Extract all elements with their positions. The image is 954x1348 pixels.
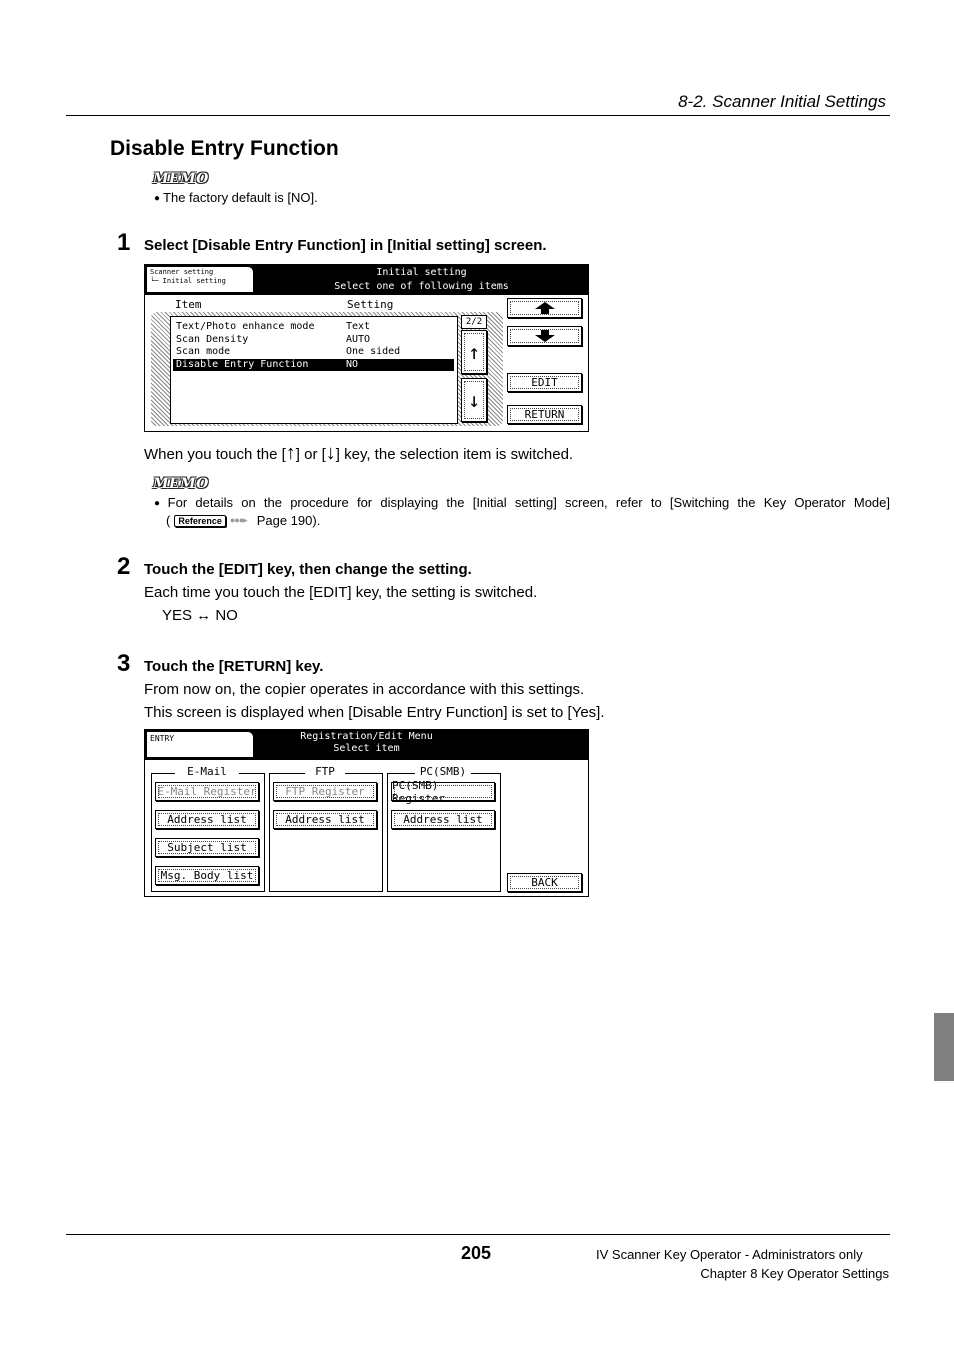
- return-button[interactable]: [507, 405, 582, 424]
- pc-smb-address-list-button[interactable]: Address list: [391, 810, 495, 829]
- reference-badge: Reference: [174, 515, 226, 527]
- scroll-down-button[interactable]: [461, 378, 487, 422]
- step-1-number: 1: [117, 229, 131, 256]
- screen-2-title-line-2: Select item: [333, 743, 400, 754]
- step-2-heading: Touch the [EDIT] key, then change the setting.: [144, 561, 472, 578]
- pc-smb-register-button[interactable]: PC(SMB) Register: [391, 782, 495, 801]
- scroll-up-button[interactable]: [461, 330, 487, 374]
- page-down-button[interactable]: [507, 326, 582, 346]
- header-rule: [66, 115, 890, 116]
- email-group-label: E-Mail: [175, 765, 239, 778]
- pc-smb-group-label: PC(SMB): [415, 765, 471, 778]
- breadcrumb-initial-setting: └─ Initial setting: [150, 277, 226, 285]
- subject-list-button[interactable]: Subject list: [155, 838, 259, 857]
- screen-2-title-bar: [145, 730, 588, 760]
- list-item[interactable]: Text/Photo enhance mode Text: [176, 321, 371, 332]
- settings-rows: [176, 321, 454, 371]
- screen-title-line-2: Select one of following items: [334, 281, 509, 292]
- step-2-number: 2: [117, 553, 131, 580]
- memo-reference-line: ( Reference ●●●▸ Page 190).: [166, 513, 321, 528]
- screen-2-title: [255, 731, 478, 755]
- section-header: 8-2. Scanner Initial Settings: [678, 92, 886, 111]
- step-3-text-1: From now on, the copier operates in accordance with this settings.: [144, 681, 585, 698]
- screen-title-line-1: Initial setting: [376, 267, 467, 278]
- memo-label-2: MEMO: [153, 476, 209, 492]
- page-title: Disable Entry Function: [110, 137, 339, 160]
- page-number: 205: [461, 1243, 492, 1263]
- page-indicator: 2/2: [461, 315, 487, 329]
- step-1-heading: Select [Disable Entry Function] in [Initial setting] screen.: [144, 237, 547, 254]
- arrow-up-icon: ↑: [467, 340, 481, 364]
- footer-line-2: Chapter 8 Key Operator Settings: [700, 1266, 889, 1281]
- step-2-toggle: YES ↔ NO: [162, 607, 238, 624]
- ftp-group-label: FTP: [305, 765, 345, 778]
- memo-label: MEMO: [153, 171, 209, 187]
- settings-list: [170, 316, 458, 424]
- chapter-tab-marker: [934, 1013, 954, 1081]
- step-3-heading: Touch the [RETURN] key.: [144, 658, 324, 675]
- breadcrumb-scanner-setting: Scanner setting: [150, 268, 214, 276]
- breadcrumb-tab: [146, 266, 254, 293]
- page-up-button[interactable]: [507, 298, 582, 318]
- step-1-explanation: When you touch the [↑] or [↓] key, the selection item is switched.: [144, 442, 574, 464]
- step-3-text-2: This screen is displayed when [Disable Entry Function] is set to [Yes].: [144, 704, 605, 721]
- screen-title-bar: [145, 265, 588, 295]
- memo-details-note: ● For details on the procedure for displaying the [Initial setting] screen, refer to [Switching the Key Operator Mode]: [154, 495, 890, 510]
- initial-setting-screen: [144, 264, 589, 432]
- email-address-list-button[interactable]: Address list: [155, 810, 259, 829]
- list-item[interactable]: Scan Density AUTO: [176, 333, 371, 345]
- reference-page: Page 190).: [256, 513, 321, 528]
- screen-2-title-line-1: Registration/Edit Menu: [300, 731, 433, 742]
- back-button[interactable]: [507, 873, 582, 892]
- registration-menu-screen: [144, 729, 589, 897]
- footer-rule: [66, 1234, 890, 1235]
- footer-line-1: IV Scanner Key Operator - Administrators only: [596, 1247, 863, 1262]
- return-button-label: RETURN: [524, 408, 565, 421]
- edit-button-label: EDIT: [531, 376, 558, 389]
- screen-title: [255, 266, 588, 294]
- entry-tab: ENTRY: [146, 731, 254, 758]
- step-3-number: 3: [117, 650, 131, 677]
- edit-button[interactable]: [507, 373, 582, 392]
- arrow-down-icon: ↓: [467, 388, 481, 412]
- memo-default-note: ● The factory default is [NO].: [154, 190, 318, 205]
- column-setting-header: Setting: [347, 298, 394, 311]
- list-item-selected[interactable]: Disable Entry Function NO: [173, 359, 454, 372]
- reference-arrow-icon: ●●●▸: [229, 515, 247, 525]
- ftp-address-list-button[interactable]: Address list: [273, 810, 377, 829]
- msg-body-list-button[interactable]: Msg. Body list: [155, 866, 259, 885]
- arrow-up-icon: ↑: [285, 442, 296, 464]
- step-2-text: Each time you touch the [EDIT] key, the setting is switched.: [144, 584, 538, 601]
- email-register-button[interactable]: E-Mail Register: [155, 782, 259, 801]
- back-button-label: BACK: [531, 876, 558, 889]
- list-item[interactable]: Scan mode One sided: [176, 346, 401, 357]
- column-item-header: Item: [175, 298, 202, 311]
- arrow-down-icon: ↓: [325, 442, 336, 464]
- ftp-register-button[interactable]: FTP Register: [273, 782, 377, 801]
